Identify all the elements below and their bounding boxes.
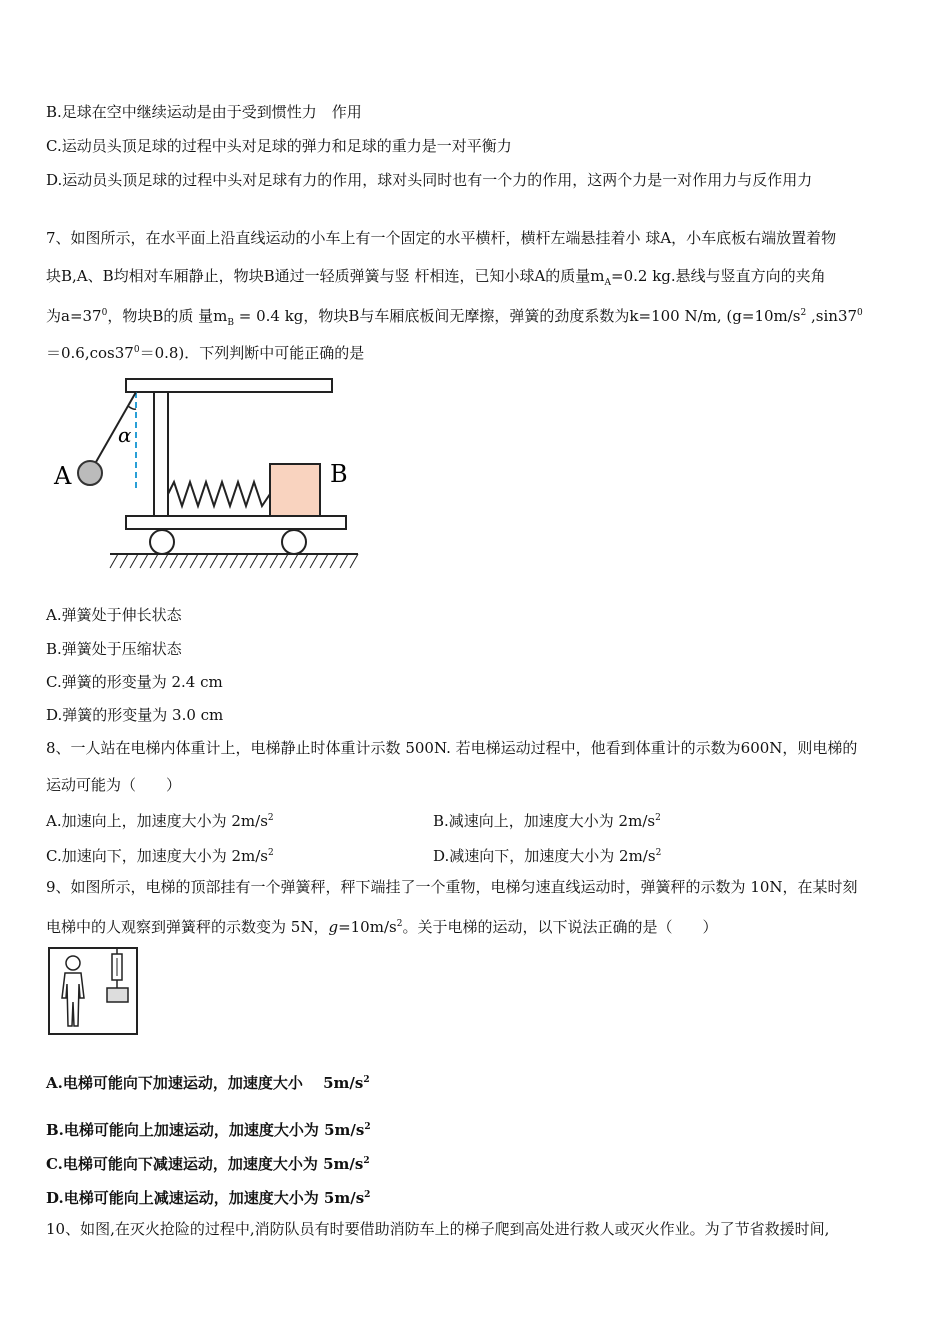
q8-stem-line1: 8、一人站在电梯内体重计上，电梯静止时体重计示数 500N. 若电梯运动过程中，他看到体重计的示数为600N，则电梯的 xyxy=(46,739,858,757)
q9-elevator-figure xyxy=(47,946,139,1036)
q10-stem-line1: 10、如图,在灭火抢险的过程中,消防队员有时要借助消防车上的梯子爬到高处进行救人或灭火作业。为了节省救援时间, xyxy=(46,1220,830,1238)
q7-option-a: A.弹簧处于伸长状态 xyxy=(46,606,182,624)
q8-option-d: D.减速向下，加速度大小为 $2m/s^2$ xyxy=(433,847,662,865)
q9-option-b: B.电梯可能向上加速运动，加速度大小为 $5m/s^2$ xyxy=(46,1121,371,1139)
q7-label-a: A xyxy=(54,462,72,490)
q9-option-c: C.电梯可能向下减速运动，加速度大小为 $5m/s^2$ xyxy=(46,1155,370,1173)
q7-option-c: C.弹簧的形变量为 2.4 cm xyxy=(46,673,223,691)
q9-stem-line2: 电梯中的人观察到弹簧秤的示数变为 5N，$g=10m/s^2$。关于电梯的运动，以下说法正确的是（ ） xyxy=(46,918,718,936)
q8-option-b: B.减速向上，加速度大小为 $2m/s^2$ xyxy=(433,812,661,830)
q9-option-a: A.电梯可能向下加速运动，加速度大小 $5m/s^2$ xyxy=(46,1074,370,1092)
q7-stem-line1: 7、如图所示，在水平面上沿直线运动的小车上有一个固定的水平横杆，横杆左端悬挂着小 球A，小车底板右端放置着物 xyxy=(46,229,837,247)
q8-option-a: A.加速向上，加速度大小为 $2m/s^2$ xyxy=(46,812,274,830)
q6-option-c: C.运动员头顶足球的过程中头对足球的弹力和足球的重力是一对平衡力 xyxy=(46,137,512,155)
q8-stem-line2: 运动可能为（ ） xyxy=(46,776,182,794)
q7-cart-figure xyxy=(48,372,368,578)
q7-stem-line2: 块B,A、B均相对车厢静止，物块B通过一轻质弹簧与竖 杆相连，已知小球A的质量$m_A=0.2$ kg.悬线与竖直方向的夹角 xyxy=(46,267,826,288)
q7-option-d: D.弹簧的形变量为 3.0 cm xyxy=(46,706,224,724)
q6-option-d: D.运动员头顶足球的过程中头对足球有力的作用，球对头同时也有一个力的作用，这两个力是一对作用力与反作用力 xyxy=(46,171,813,189)
q7-label-b: B xyxy=(330,460,348,488)
q9-stem-line1: 9、如图所示，电梯的顶部挂有一个弹簧秤，秤下端挂了一个重物，电梯匀速直线运动时，弹簧秤的示数为 10N，在某时刻 xyxy=(46,878,858,896)
q7-stem-line3: 为$a=37^0$，物块B的质 量$m_B = 0.4$ kg，物块B与车厢底板间无摩擦，弹簧的劲度系数为k=100 N/m, ($g=10m/s^2$ $,\sin 37^0$ xyxy=(46,307,863,328)
q7-angle-label: α xyxy=(118,423,132,447)
q7-option-b: B.弹簧处于压缩状态 xyxy=(46,640,182,658)
q6-option-b: B.足球在空中继续运动是由于受到惯性力 作用 xyxy=(46,103,362,121)
q9-option-d: D.电梯可能向上减速运动，加速度大小为 $5m/s^2$ xyxy=(46,1189,371,1207)
q7-stem-line4: $=0.6,\cos 37^0=0.8$)．下列判断中可能正确的是 xyxy=(46,344,365,362)
q8-option-c: C.加速向下，加速度大小为 $2m/s^2$ xyxy=(46,847,274,865)
